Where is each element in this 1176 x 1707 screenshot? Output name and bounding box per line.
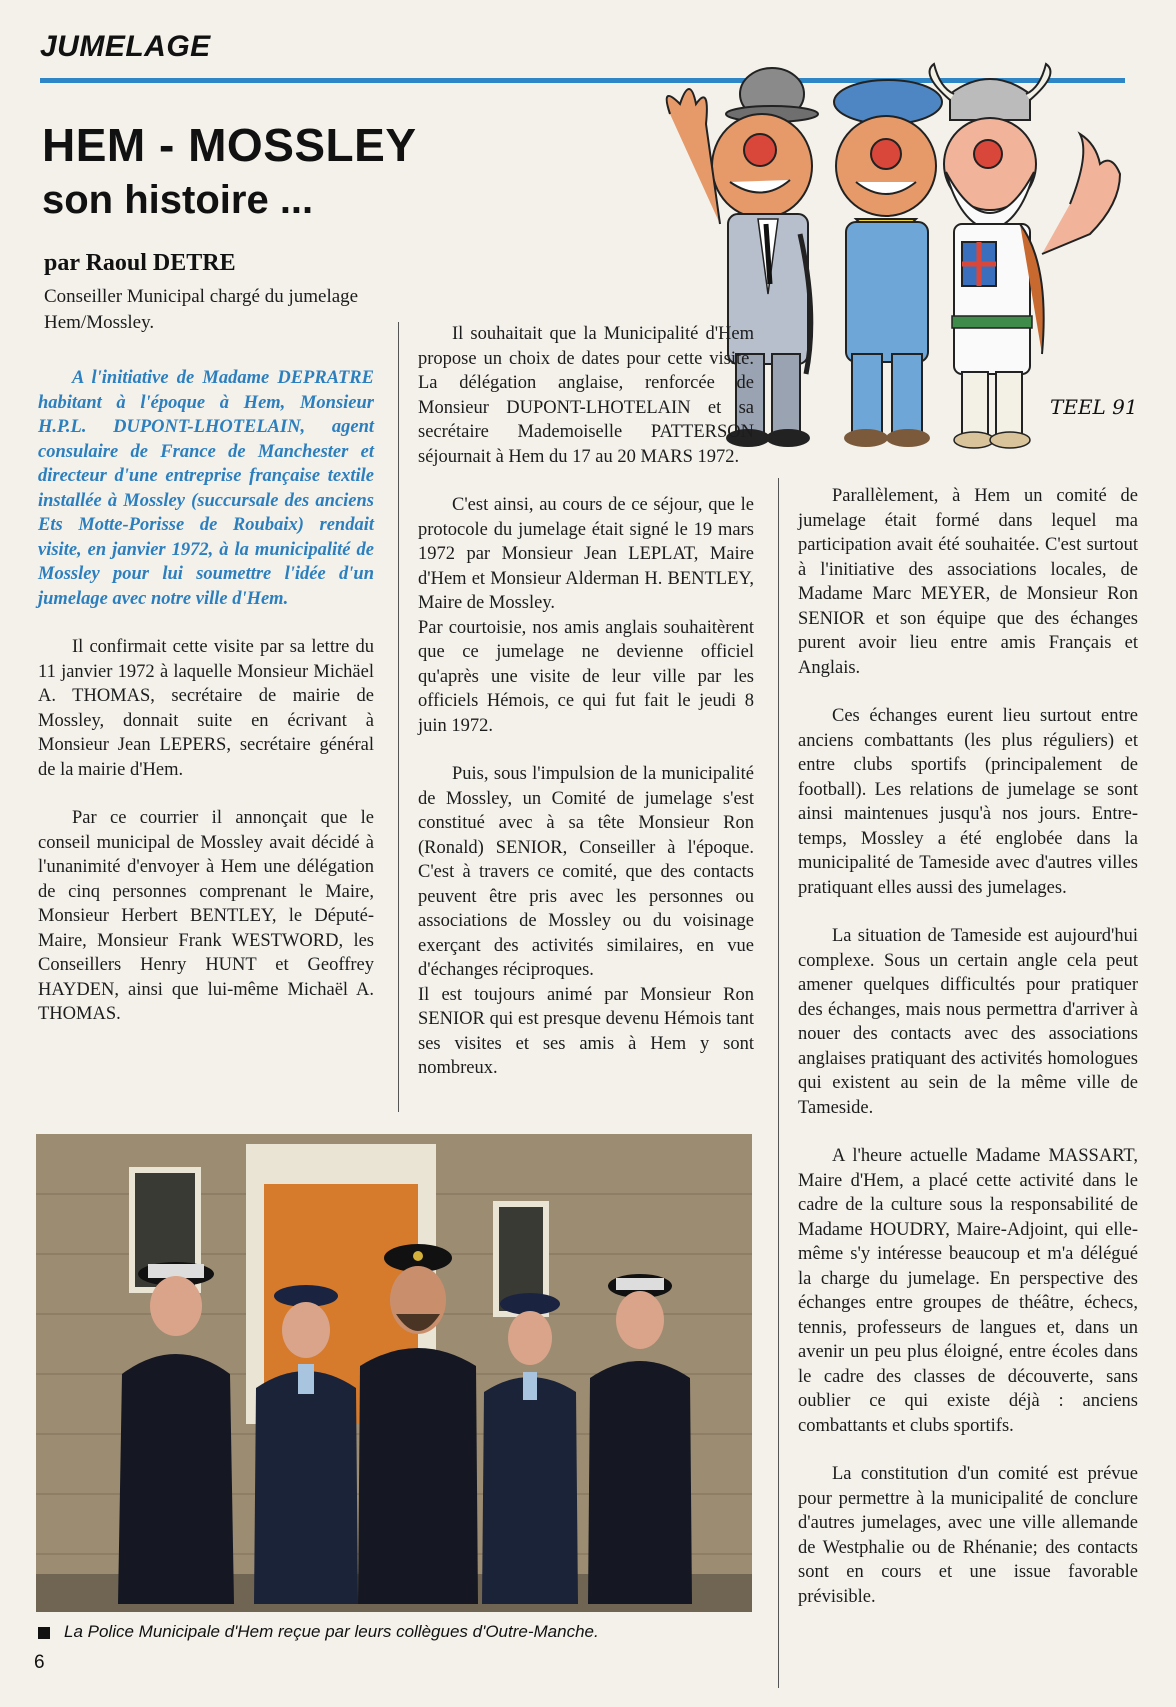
paragraph: A l'heure actuelle Madame MASSART, Maire d'Hem, a placé cette activité dans le cadre de la culture sous la responsabilité de Madame HOUDRY, Maire-Adjoint, qui elle-même s'y intéresse beaucoup et m'a délégué la charge du jumelage. En perspective des échanges entre groupes de théâtre, échecs, tennis, professeurs de langues et, dans un avenir un peu plus éloigné, entre écoles dans le cadre des classes de découverte, sans oublier ce qui existe déjà : anciens combattants et clubs sportifs.: [798, 1146, 1138, 1436]
cartoon-figure-viking: [930, 64, 1120, 448]
column-1: [38, 366, 374, 1027]
paragraph: La situation de Tameside est aujourd'hui complexe. Sous un certain angle cela peut amener quelques difficultés pour pratiquer des échanges, mais nous permettra d'arriver à nouer des contacts avec des associations anglaises pratiquant des activités homologues qui existent au sein de la même ville de Tameside.: [798, 926, 1138, 1118]
caption-marker: [38, 1627, 50, 1639]
byline: par Raoul DETRE: [44, 250, 236, 276]
article-title: HEM - MOSSLEY: [42, 119, 417, 171]
paragraph: Puis, sous l'impulsion de la municipalité de Mossley, un Comité de jumelage s'est constitué avec à sa tête Monsieur Ron (Ronald) SENIOR, Conseiller à l'époque. C'est à travers ce comité, que des contacts peuvent être pris avec les personnes ou associations de Mossley ou du voisinage exerçant des activités similaires, en vue d'échanges réciproques.: [418, 764, 754, 980]
paragraph: C'est ainsi, au cours de ce séjour, que le protocole du jumelage était signé le 19 mars 1972 par Monsieur Jean LEPLAT, Maire d'Hem et Monsieur Alderman H. BENTLEY, Maire de Mossley.: [418, 495, 754, 613]
paragraph: Il confirmait cette visite par sa lettre du 11 janvier 1972 à laquelle Monsieur Michäel A. THOMAS, secrétaire de mairie de Mossley, donnait suite en écrivant à Monsieur Jean LEPERS, secrétaire général de la mairie d'Hem.: [38, 637, 374, 780]
photo-caption: La Police Municipale d'Hem reçue par leurs collègues d'Outre-Manche.: [64, 1622, 599, 1641]
cartoon-figure-french: [834, 80, 942, 447]
paragraph: Par courtoisie, nos amis anglais souhaitèrent que ce jumelage ne devienne officiel qu'après une visite de leur ville par les officiels Hémois, ce qui fut fait le jeudi 8 juin 1972.: [418, 617, 754, 736]
column-3: [798, 484, 1138, 1609]
section-label: JUMELAGE: [40, 30, 211, 63]
paragraph: La constitution d'un comité est prévue pour permettre à la municipalité de conclure d'autres jumelages, avec une ville allemande de Westphalie ou de Rhénanie; des contacts sont en cours et une issue favorable prévisible.: [798, 1464, 1138, 1607]
cartoon-signature: TEEL 91: [1050, 395, 1138, 419]
article-subtitle: son histoire ...: [42, 178, 314, 222]
paragraph: Par ce courrier il annonçait que le conseil municipal de Mossley avait décidé à l'unanimité d'envoyer à Hem une délégation de cinq personnes comprenant le Maire, Monsieur Herbert BENTLEY, le Député-Maire, Monsieur Frank WESTWORD, les Conseillers Henry HUNT et Geoffrey HAYDEN, ainsi que lui-même Michaël A. THOMAS.: [38, 808, 374, 1024]
column-2: [418, 322, 754, 1081]
paragraph: Parallèlement, à Hem un comité de jumelage était formé dans lequel ma participation avait été souhaitée. C'est surtout à l'initiative des associations locales, de Madame Marc MEYER, de Monsieur Ron SENIOR et son équipe que des échanges purent avoir lieu entre amis Français et Anglais.: [798, 486, 1138, 678]
intro-paragraph: A l'initiative de Madame DEPRATRE habitant à l'époque à Hem, Monsieur H.P.L. DUPONT-LHOTELAIN, agent consulaire de France de Manchester et directeur d'une entreprise française textile installée à Mossley (succursale des anciens Ets Motte-Porisse de Roubaix) rendait visite, en janvier 1972, à la municipalité de Mossley pour lui soumettre l'idée d'un jumelage avec notre ville d'Hem.: [38, 368, 374, 609]
column-rule-2: [778, 478, 779, 1688]
paragraph: Ces échanges eurent lieu surtout entre anciens combattants (les plus réguliers) et entre clubs sportifs (principalement de football). Les relations de jumelage se sont ainsi maintenues jusqu'à nos jours. Entre-temps, Mossley a été englobée dans la municipalité de Tameside avec d'autres villes pratiquant elles aussi des jumelages.: [798, 706, 1138, 898]
paragraph: Il souhaitait que la Municipalité d'Hem propose un choix de dates pour cette visite. La délégation anglaise, renforcée de Monsieur DUPONT-LHOTELAIN et sa secrétaire Mademoiselle PATTERSON séjournait à Hem du 17 au 20 MARS 1972.: [418, 324, 754, 467]
police-photo: [36, 1134, 752, 1612]
author-role: Conseiller Municipal chargé du jumelage Hem/Mossley.: [44, 286, 359, 333]
page-number: 6: [34, 1652, 45, 1673]
column-rule-1: [398, 322, 399, 1112]
paragraph: Il est toujours animé par Monsieur Ron SENIOR qui est presque devenu Hémois tant ses visites et ses amis à Hem y sont nombreux.: [418, 984, 754, 1078]
